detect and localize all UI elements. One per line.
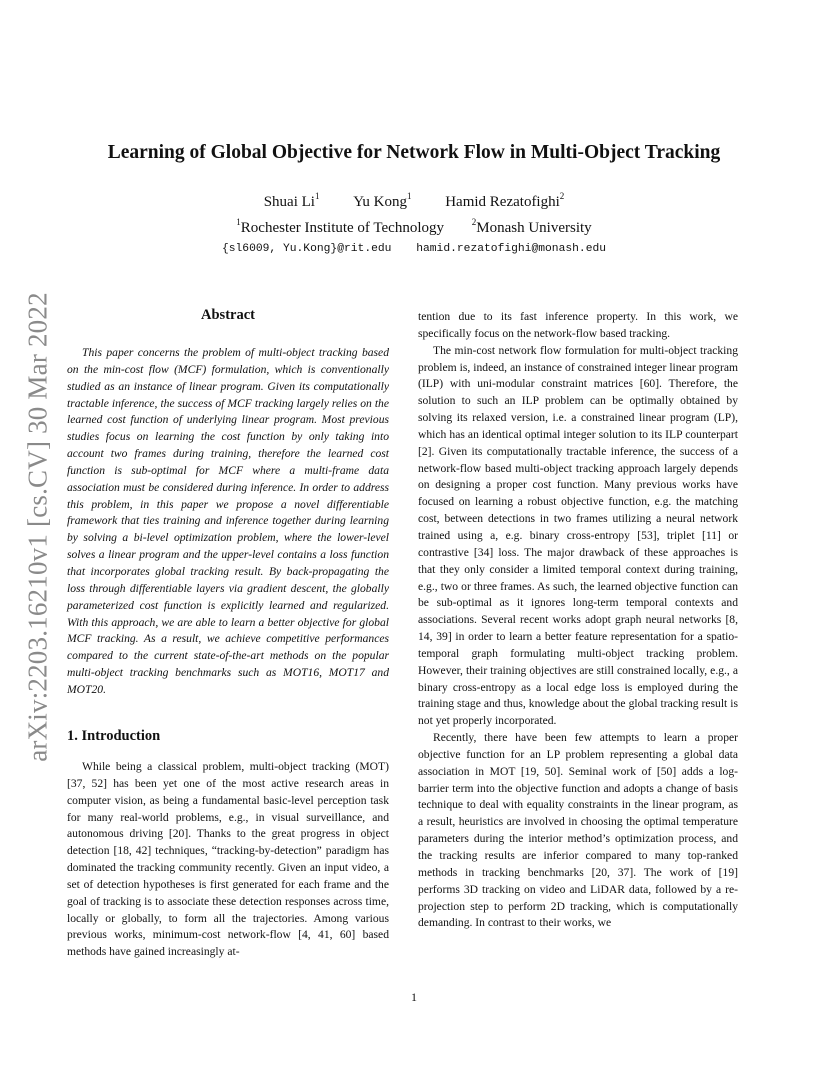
abstract-paragraph: This paper concerns the problem of multi-object tracking based on the min-cost flow (MCF) formulation, which is conventionally studied as an instance of linear program. Given its computationally tractable inference, the success of MCF tracking largely relies on the learned cost function of underlying linear program. Most previous studies focus on learning the cost function by only taking into account two frames during training, therefore the learned cost function is sub-optimal for MCF where a multi-frame data association must be considered during inference. In order to address this problem, in this paper we propose a novel differentiable framework that ties training and inference together during learning by solving a bi-level optimization problem, where the lower-level solves a linear program and the upper-level contains a loss function that incorporates global tracking result. By back-propagating the loss through differentiable layers via gradient descent, the globally parameterized cost function is explicitly learned and regularized. With this approach, we are able to learn a better objective for global MCF tracking. As a result, we achieve competitive performances compared to the current state-of-the-art methods on the popular multi-object tracking benchmarks such as MOT16, MOT17 and MOT20. [67, 346, 389, 696]
affiliation-list [0, 217, 828, 237]
paper-title: Learning of Global Objective for Network Flow in Multi-Object Tracking [107, 142, 721, 163]
right-column-paragraph: The min-cost network flow formulation for multi-object tracking problem is, indeed, an instance of constrained integer linear program (ILP) with uni-modular constraint matrices [60]. Therefore, the solution to such an ILP problem can be optimally obtained by solving its relaxed version, i.e. a constrained linear program (LP), which has an identical optimal integer solution to its ILP counterpart [2]. Given its computationally tractable inference, the success of a network-flow based multi-object tracking approach largely depends on designing a proper cost function. Many previous works have focused on learning a robust objective function, e.g. the matching cost, between detections in two frames utilizing a neural network trained using a, e.g. binary cross-entropy [53], triplet [11] or contrastive [34] loss. The major drawback of these approaches is that they only consider a limited temporal context during training, e.g., two or three frames. As such, the learned objective function can be sub-optimal as it ignores long-term temporal contexts and associations. Several recent works adopt graph neural networks [8, 14, 39] in order to learn a better feature representation for a spatio-temporal graph formulating multi-object tracking problem. However, their training objectives are still constrained locally, e.g., a binary cross-entropy as a local edge loss is employed during the training stage and thus, knowledge about the global tracking result is not yet properly incorporated. [418, 343, 738, 728]
introduction-paragraph: While being a classical problem, multi-object tracking (MOT) [37, 52] has been yet one of the most active research areas in computer vision, as being a fundamental basic-level perception task for many real-world problems, e.g., in visual surveillance, and autonomous driving [20]. Thanks to the great progress in object detection [18, 42] techniques, “tracking-by-detection” paradigm has dominated the tracking community recently. Given an input video, a set of detection hypotheses is first generated for each frame and the goal of tracking is to associate these detection responses across time, locally or globally, to form all the trajectories. Among various previous works, minimum-cost network-flow [4, 41, 60] based methods have gained increasingly at- [67, 760, 389, 959]
email: {sl6009, Yu.Kong}@rit.edu [221, 243, 392, 255]
author-affil-mark: 1 [314, 191, 320, 201]
author-list [0, 191, 828, 211]
author [445, 191, 565, 210]
introduction-heading: 1. Introduction [67, 728, 161, 744]
arxiv-identifier [18, 282, 58, 772]
affiliation-mark: 2 [471, 217, 477, 227]
author-name: Shuai Li [263, 194, 315, 210]
author [263, 191, 320, 210]
author-affil-mark: 1 [406, 191, 412, 201]
arxiv-identifier-text: arXiv:2203.16210v1 [cs.CV] 30 Mar 2022 [22, 292, 53, 762]
page-number: 1 [411, 990, 417, 1004]
affiliation [471, 217, 592, 236]
affiliation-name: Rochester Institute of Technology [240, 220, 445, 236]
email-list [0, 243, 828, 255]
email: hamid.rezatofighi@monash.edu [416, 243, 607, 255]
affiliation-mark: 1 [236, 217, 241, 227]
author-name: Yu Kong [353, 194, 407, 210]
abstract-heading: Abstract [201, 307, 255, 323]
right-column-paragraph: tention due to its fast inference property. In this work, we specifically focus on the network-flow based tracking. [418, 310, 738, 340]
abstract-body [67, 345, 389, 699]
right-column-paragraph: Recently, there have been few attempts to learn a proper objective function for an LP problem representing a global data association in MOT [19, 50]. Seminal work of [50] adds a log-barrier term into the objective function and adopts a change of basis technique to deal with equality constraints in the linear program, as a result, heuristics are involved in choosing the optimal temperature parameters during the interior method’s optimization process, and the tracking results are inferior compared to many top-ranked methods in tracking benchmarks [20, 37]. The work of [19] performs 3D tracking on video and LiDAR data, followed by a re-projection step to perform 2D tracking, which is computationally demanding. In contrast to their works, we [418, 731, 738, 930]
affiliation-name: Monash University [476, 220, 592, 236]
right-column [418, 309, 738, 932]
affiliation [236, 217, 445, 236]
introduction-body [67, 759, 389, 961]
author-name: Hamid Rezatofighi [445, 194, 560, 210]
author-affil-mark: 2 [559, 191, 565, 201]
author [353, 191, 412, 210]
